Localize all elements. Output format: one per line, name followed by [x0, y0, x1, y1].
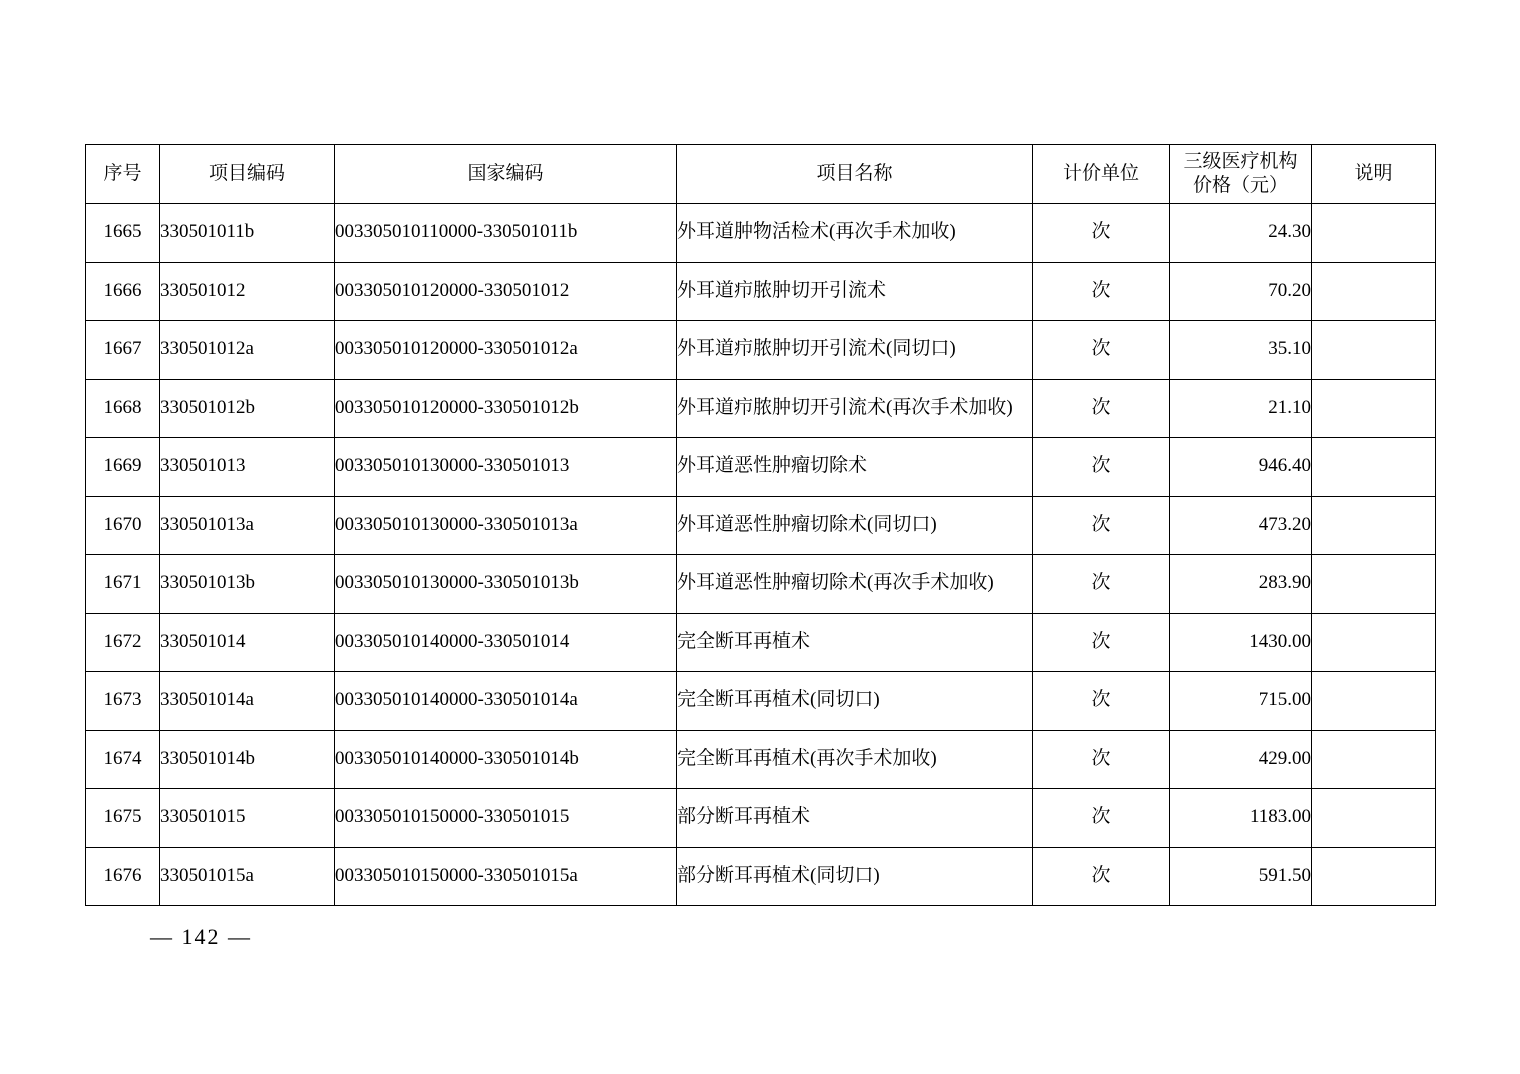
- cell-seq: 1667: [86, 321, 160, 380]
- table-row: [86, 672, 1436, 731]
- cell-item-code: 330501012a: [160, 321, 335, 380]
- cell-unit: 次: [1033, 847, 1170, 906]
- cell-unit: 次: [1033, 321, 1170, 380]
- price-table-container: [85, 144, 1435, 906]
- column-header-code: 项目编码: [160, 145, 335, 204]
- cell-price: 429.00: [1170, 730, 1312, 789]
- column-header-seq: 序号: [86, 145, 160, 204]
- cell-national-code: 003305010120000-330501012b: [335, 379, 677, 438]
- cell-note: [1312, 379, 1436, 438]
- cell-note: [1312, 438, 1436, 497]
- cell-item-name: 外耳道恶性肿瘤切除术(同切口): [677, 496, 1033, 555]
- cell-unit: 次: [1033, 496, 1170, 555]
- table-header: [86, 145, 1436, 204]
- cell-item-code: 330501011b: [160, 204, 335, 263]
- cell-seq: 1665: [86, 204, 160, 263]
- table-body: [86, 204, 1436, 906]
- cell-seq: 1670: [86, 496, 160, 555]
- cell-national-code: 003305010140000-330501014a: [335, 672, 677, 731]
- medical-price-table: [85, 144, 1436, 906]
- cell-seq: 1672: [86, 613, 160, 672]
- cell-national-code: 003305010130000-330501013a: [335, 496, 677, 555]
- cell-national-code: 003305010110000-330501011b: [335, 204, 677, 263]
- cell-item-code: 330501012: [160, 262, 335, 321]
- cell-item-name: 部分断耳再植术(同切口): [677, 847, 1033, 906]
- cell-item-name: 部分断耳再植术: [677, 789, 1033, 848]
- cell-unit: 次: [1033, 672, 1170, 731]
- table-row: [86, 204, 1436, 263]
- cell-unit: 次: [1033, 613, 1170, 672]
- cell-note: [1312, 204, 1436, 263]
- cell-national-code: 003305010130000-330501013: [335, 438, 677, 497]
- cell-unit: 次: [1033, 438, 1170, 497]
- cell-note: [1312, 555, 1436, 614]
- cell-note: [1312, 672, 1436, 731]
- cell-item-code: 330501013b: [160, 555, 335, 614]
- cell-seq: 1668: [86, 379, 160, 438]
- cell-seq: 1675: [86, 789, 160, 848]
- cell-national-code: 003305010120000-330501012a: [335, 321, 677, 380]
- cell-national-code: 003305010150000-330501015: [335, 789, 677, 848]
- column-header-price-line1: 三级医疗机构: [1183, 151, 1298, 173]
- cell-item-code: 330501014: [160, 613, 335, 672]
- table-row: [86, 789, 1436, 848]
- cell-note: [1312, 321, 1436, 380]
- table-row: [86, 438, 1436, 497]
- cell-seq: 1676: [86, 847, 160, 906]
- cell-item-code: 330501015: [160, 789, 335, 848]
- cell-item-name: 外耳道恶性肿瘤切除术(再次手术加收): [677, 555, 1033, 614]
- table-header-row: [86, 145, 1436, 204]
- column-header-name: 项目名称: [677, 145, 1033, 204]
- table-row: [86, 555, 1436, 614]
- table-row: [86, 730, 1436, 789]
- cell-national-code: 003305010120000-330501012: [335, 262, 677, 321]
- cell-seq: 1666: [86, 262, 160, 321]
- cell-unit: 次: [1033, 789, 1170, 848]
- cell-note: [1312, 262, 1436, 321]
- cell-note: [1312, 613, 1436, 672]
- cell-seq: 1669: [86, 438, 160, 497]
- table-row: [86, 379, 1436, 438]
- cell-note: [1312, 496, 1436, 555]
- cell-item-code: 330501013: [160, 438, 335, 497]
- cell-item-code: 330501014a: [160, 672, 335, 731]
- cell-price: 70.20: [1170, 262, 1312, 321]
- cell-note: [1312, 847, 1436, 906]
- page-number: — 142 —: [150, 924, 252, 949]
- cell-seq: 1673: [86, 672, 160, 731]
- cell-unit: 次: [1033, 262, 1170, 321]
- cell-note: [1312, 730, 1436, 789]
- table-row: [86, 262, 1436, 321]
- cell-seq: 1671: [86, 555, 160, 614]
- cell-price: 1430.00: [1170, 613, 1312, 672]
- cell-price: 1183.00: [1170, 789, 1312, 848]
- table-row: [86, 496, 1436, 555]
- cell-price: 21.10: [1170, 379, 1312, 438]
- cell-item-name: 完全断耳再植术(同切口): [677, 672, 1033, 731]
- cell-item-name: 外耳道疖脓肿切开引流术: [677, 262, 1033, 321]
- cell-item-name: 外耳道疖脓肿切开引流术(再次手术加收): [677, 379, 1033, 438]
- table-row: [86, 847, 1436, 906]
- cell-price: 591.50: [1170, 847, 1312, 906]
- cell-unit: 次: [1033, 204, 1170, 263]
- cell-item-name: 外耳道疖脓肿切开引流术(同切口): [677, 321, 1033, 380]
- cell-item-code: 330501014b: [160, 730, 335, 789]
- cell-price: 35.10: [1170, 321, 1312, 380]
- cell-national-code: 003305010150000-330501015a: [335, 847, 677, 906]
- cell-price: 946.40: [1170, 438, 1312, 497]
- cell-national-code: 003305010130000-330501013b: [335, 555, 677, 614]
- table-row: [86, 613, 1436, 672]
- column-header-price: [1170, 145, 1312, 204]
- cell-unit: 次: [1033, 730, 1170, 789]
- table-row: [86, 321, 1436, 380]
- cell-item-code: 330501013a: [160, 496, 335, 555]
- cell-price: 715.00: [1170, 672, 1312, 731]
- cell-national-code: 003305010140000-330501014b: [335, 730, 677, 789]
- cell-item-code: 330501012b: [160, 379, 335, 438]
- column-header-price-line2: 价格（元）: [1192, 175, 1288, 196]
- cell-note: [1312, 789, 1436, 848]
- cell-item-code: 330501015a: [160, 847, 335, 906]
- cell-price: 283.90: [1170, 555, 1312, 614]
- cell-unit: 次: [1033, 379, 1170, 438]
- cell-price: 24.30: [1170, 204, 1312, 263]
- cell-item-name: 外耳道肿物活检术(再次手术加收): [677, 204, 1033, 263]
- column-header-note: 说明: [1312, 145, 1436, 204]
- column-header-national-code: 国家编码: [335, 145, 677, 204]
- cell-item-name: 完全断耳再植术: [677, 613, 1033, 672]
- cell-unit: 次: [1033, 555, 1170, 614]
- cell-item-name: 完全断耳再植术(再次手术加收): [677, 730, 1033, 789]
- cell-seq: 1674: [86, 730, 160, 789]
- cell-item-name: 外耳道恶性肿瘤切除术: [677, 438, 1033, 497]
- cell-national-code: 003305010140000-330501014: [335, 613, 677, 672]
- column-header-unit: 计价单位: [1033, 145, 1170, 204]
- cell-price: 473.20: [1170, 496, 1312, 555]
